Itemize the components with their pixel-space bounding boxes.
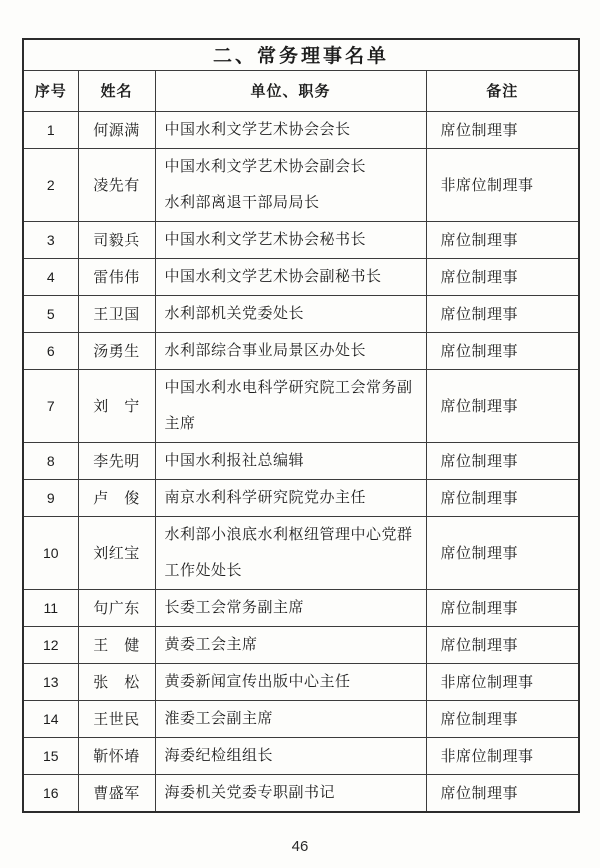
cell-index: 5 [23, 295, 78, 332]
table-row [23, 663, 579, 700]
cell-name: 雷伟伟 [78, 258, 155, 295]
cell-remark: 席位制理事 [426, 369, 579, 442]
cell-index: 2 [23, 148, 78, 221]
cell-remark: 席位制理事 [426, 479, 579, 516]
cell-name: 王卫国 [78, 295, 155, 332]
cell-remark: 非席位制理事 [426, 663, 579, 700]
cell-remark: 席位制理事 [426, 111, 579, 148]
cell-name: 王世民 [78, 700, 155, 737]
cell-remark: 非席位制理事 [426, 148, 579, 221]
unit-line: 中国水利文学艺术协会会长 [164, 121, 351, 138]
unit-line: 工作处处长 [164, 562, 243, 579]
column-header-index: 序号 [23, 70, 78, 111]
cell-index: 6 [23, 332, 78, 369]
table-row [23, 626, 579, 663]
table-row [23, 295, 579, 332]
table-header-row [23, 70, 579, 111]
cell-index: 4 [23, 258, 78, 295]
cell-remark: 席位制理事 [426, 516, 579, 589]
table-row [23, 221, 579, 258]
cell-unit [155, 700, 426, 737]
cell-index: 15 [23, 737, 78, 774]
cell-name: 王 健 [78, 626, 155, 663]
cell-index: 11 [23, 589, 78, 626]
cell-remark: 席位制理事 [426, 295, 579, 332]
cell-unit [155, 295, 426, 332]
table-row [23, 258, 579, 295]
standing-directors-table [22, 38, 580, 813]
cell-remark: 席位制理事 [426, 589, 579, 626]
cell-index: 16 [23, 774, 78, 812]
unit-line: 水利部综合事业局景区办处长 [164, 342, 367, 359]
cell-index: 10 [23, 516, 78, 589]
table-title: 二、常务理事名单 [23, 39, 579, 70]
cell-index: 1 [23, 111, 78, 148]
table-row [23, 700, 579, 737]
cell-unit [155, 663, 426, 700]
cell-index: 9 [23, 479, 78, 516]
unit-line: 黄委新闻宣传出版中心主任 [164, 673, 351, 690]
unit-line: 中国水利报社总编辑 [164, 452, 305, 469]
unit-line: 水利部离退干部局局长 [164, 194, 320, 211]
column-header-unit: 单位、职务 [155, 70, 426, 111]
cell-unit [155, 774, 426, 812]
cell-index: 12 [23, 626, 78, 663]
cell-name: 凌先有 [78, 148, 155, 221]
cell-name: 句广东 [78, 589, 155, 626]
table-row [23, 369, 579, 442]
cell-remark: 席位制理事 [426, 774, 579, 812]
cell-index: 7 [23, 369, 78, 442]
unit-line: 长委工会常务副主席 [164, 599, 305, 616]
table-row [23, 442, 579, 479]
column-header-name: 姓名 [78, 70, 155, 111]
cell-name: 张 松 [78, 663, 155, 700]
cell-unit [155, 221, 426, 258]
cell-unit [155, 516, 426, 589]
unit-line: 水利部机关党委处长 [164, 305, 305, 322]
cell-name: 卢 俊 [78, 479, 155, 516]
table-row [23, 111, 579, 148]
unit-line: 南京水利科学研究院党办主任 [164, 489, 367, 506]
cell-remark: 席位制理事 [426, 221, 579, 258]
cell-index: 8 [23, 442, 78, 479]
cell-unit [155, 369, 426, 442]
unit-line: 中国水利文学艺术协会副会长 [164, 158, 367, 175]
cell-remark: 席位制理事 [426, 332, 579, 369]
unit-line: 黄委工会主席 [164, 636, 258, 653]
cell-index: 14 [23, 700, 78, 737]
cell-remark: 席位制理事 [426, 258, 579, 295]
unit-line: 中国水利水电科学研究院工会常务副 [164, 379, 413, 396]
table-row [23, 479, 579, 516]
table-row [23, 589, 579, 626]
cell-remark: 席位制理事 [426, 442, 579, 479]
cell-index: 13 [23, 663, 78, 700]
unit-line: 海委纪检组组长 [164, 747, 274, 764]
cell-name: 李先明 [78, 442, 155, 479]
table-row [23, 148, 579, 221]
unit-line: 淮委工会副主席 [164, 710, 274, 727]
unit-line: 海委机关党委专职副书记 [164, 784, 336, 801]
cell-name: 曹盛军 [78, 774, 155, 812]
cell-name: 刘红宝 [78, 516, 155, 589]
cell-name: 汤勇生 [78, 332, 155, 369]
cell-unit [155, 589, 426, 626]
page-number: 46 [291, 838, 309, 855]
table-row [23, 737, 579, 774]
cell-name: 司毅兵 [78, 221, 155, 258]
cell-unit [155, 148, 426, 221]
cell-unit [155, 442, 426, 479]
table-row [23, 332, 579, 369]
column-header-remark: 备注 [426, 70, 579, 111]
cell-remark: 非席位制理事 [426, 737, 579, 774]
cell-name: 何源满 [78, 111, 155, 148]
unit-line: 主席 [164, 415, 196, 432]
table-body [23, 111, 579, 812]
table-row [23, 774, 579, 812]
table-row [23, 516, 579, 589]
unit-line: 中国水利文学艺术协会秘书长 [164, 231, 367, 248]
table-title-row [23, 39, 579, 70]
unit-line: 中国水利文学艺术协会副秘书长 [164, 268, 382, 285]
cell-unit [155, 626, 426, 663]
cell-unit [155, 258, 426, 295]
cell-name: 刘 宁 [78, 369, 155, 442]
cell-unit [155, 479, 426, 516]
cell-unit [155, 332, 426, 369]
cell-remark: 席位制理事 [426, 700, 579, 737]
cell-name: 靳怀堾 [78, 737, 155, 774]
cell-unit [155, 737, 426, 774]
cell-remark: 席位制理事 [426, 626, 579, 663]
cell-index: 3 [23, 221, 78, 258]
cell-unit [155, 111, 426, 148]
unit-line: 水利部小浪底水利枢纽管理中心党群 [164, 526, 413, 543]
